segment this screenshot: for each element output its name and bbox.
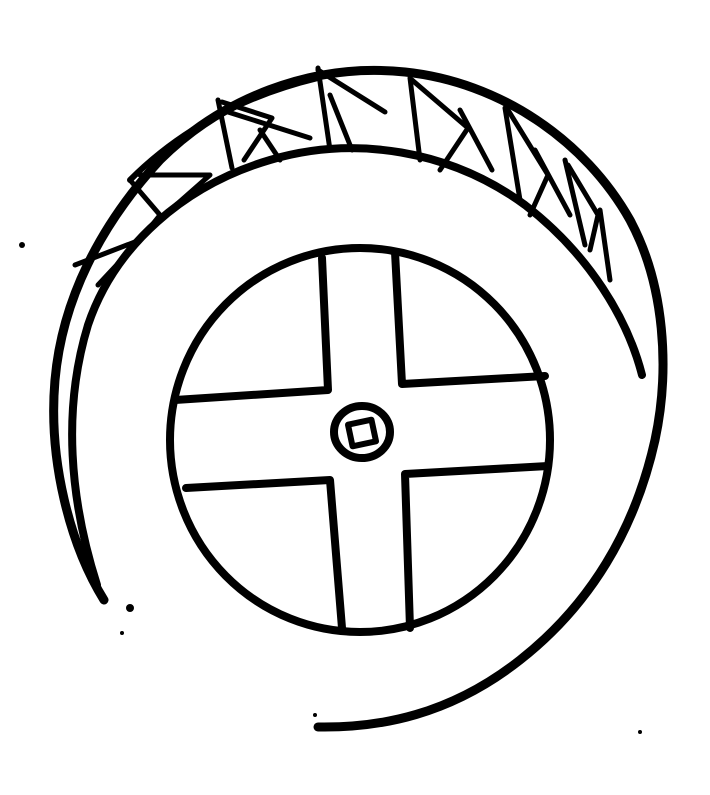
speck-4: [638, 730, 642, 734]
speck-5: [313, 713, 317, 717]
speck-1: [19, 242, 25, 248]
speck-2: [126, 604, 134, 612]
speck-3: [120, 631, 124, 635]
